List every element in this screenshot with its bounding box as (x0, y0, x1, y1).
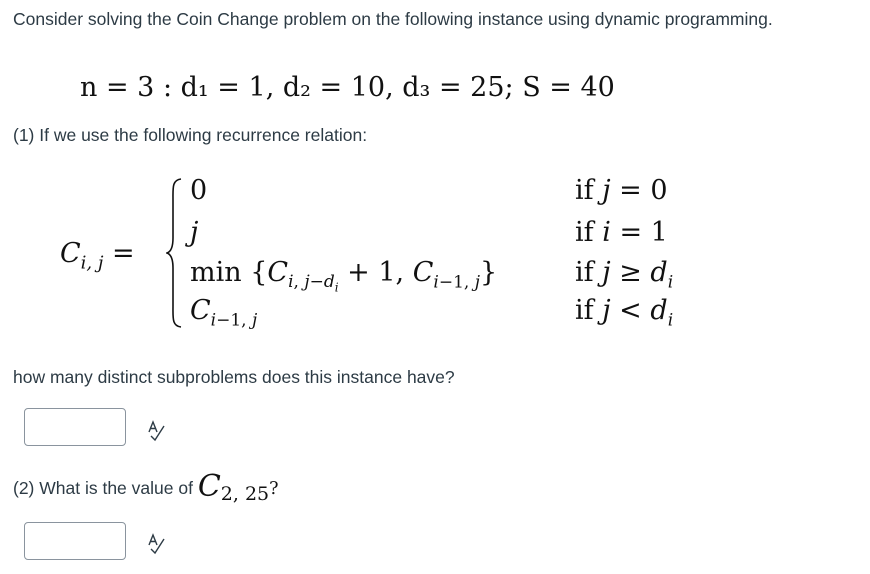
spell-check-icon[interactable] (146, 420, 166, 442)
case-expr-4: $C_{i-1, j}$ (190, 295, 258, 331)
case-cond-2: if i = 1 (575, 217, 668, 248)
answer-input-2[interactable] (24, 522, 126, 560)
case-expr-2: j (190, 217, 199, 248)
spell-check-icon[interactable] (146, 533, 166, 555)
part2-prompt: (2) What is the value of C2, 25? (13, 469, 279, 505)
part1-prompt: (1) If we use the following recurrence relation: (13, 125, 368, 145)
case-expr-1: 0 (190, 175, 208, 206)
case-cond-4: if $j < d_i$ (575, 295, 674, 331)
part1-question: how many distinct subproblems does this instance have? (13, 367, 455, 387)
recurrence-relation (60, 172, 720, 342)
recurrence-lhs: $C_{i, j}$ = (60, 238, 135, 274)
answer-input-1[interactable] (24, 408, 126, 446)
case-cond-1: if j = 0 (575, 175, 668, 206)
case-cond-3: if $j \ge d_i$ (575, 257, 674, 293)
instance-equation: n = 3 : d₁ = 1, d₂ = 10, d₃ = 25; S = 40 (80, 72, 615, 103)
intro-text: Consider solving the Coin Change problem on the following instance using dynamic programming. (13, 9, 773, 29)
case-expr-3: $\min \{C_{i, j-d_i} + 1$, $C_{i-1, j}$} (190, 257, 498, 295)
left-brace (166, 178, 182, 328)
